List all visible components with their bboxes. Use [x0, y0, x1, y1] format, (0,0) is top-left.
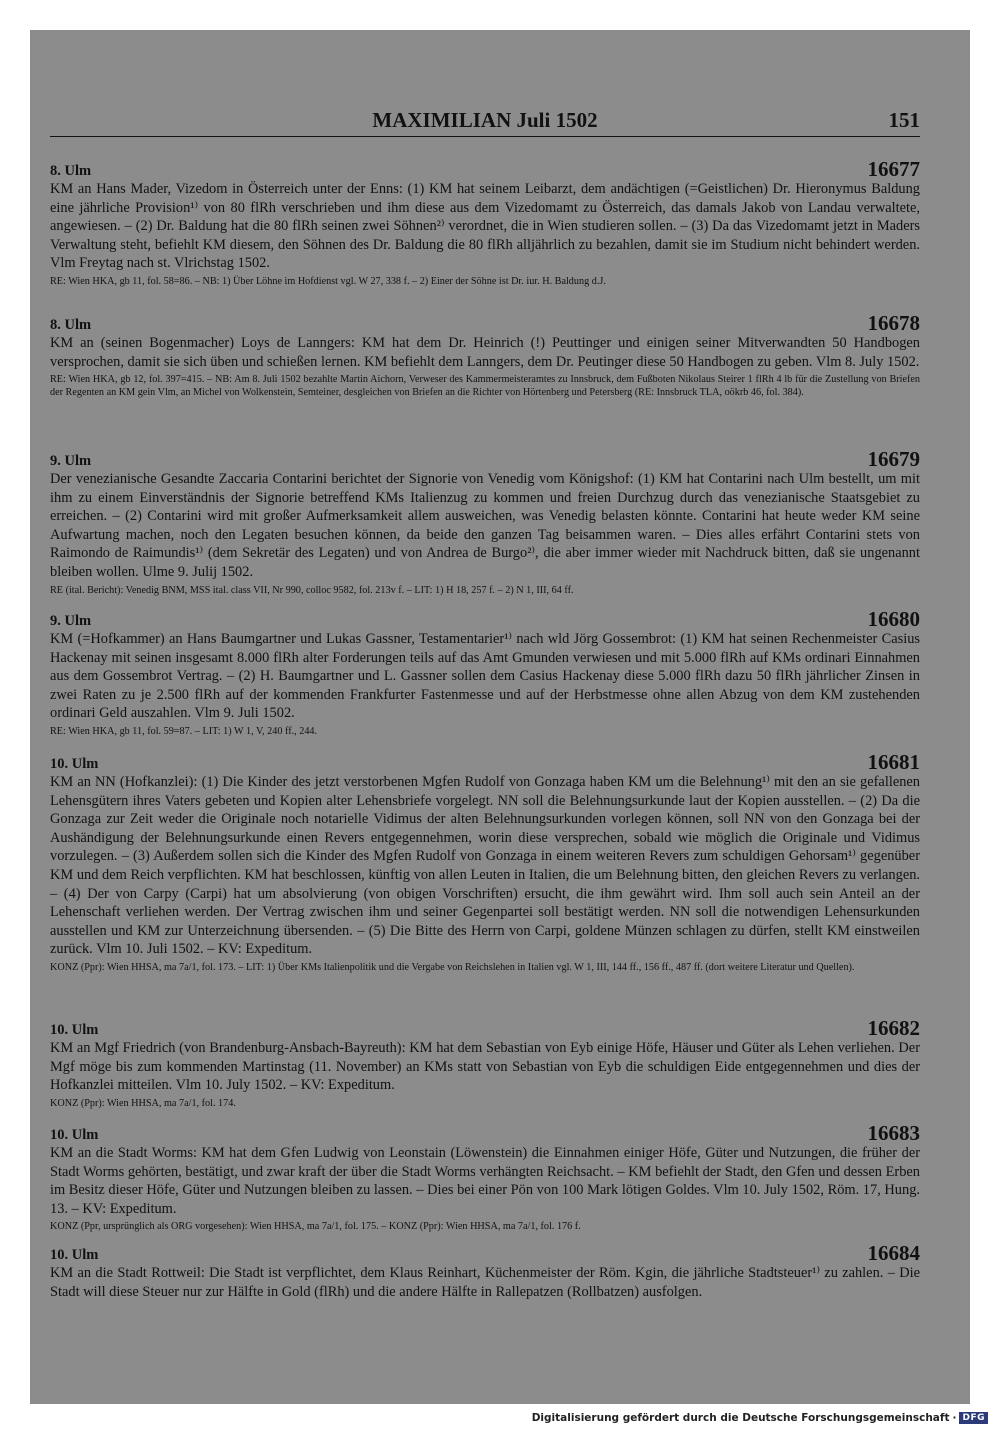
- entry-16684: [50, 1242, 920, 1301]
- digitization-credit: Digitalisierung gefördert durch die Deutsche Forschungsgemeinschaft · DFG: [532, 1412, 988, 1424]
- entry-text: KM an Mgf Friedrich (von Brandenburg-Ansbach-Bayreuth): KM hat dem Sebastian von Eyb einige Höfe, Häuser und Güter als Lehen verliehen. Der Mgf möge bis zum kommenden Martinstag (11. November) an KMs statt von Sebastian von Eyb die schuldigen Eide entgegennehmen und dies der Hofkanzlei mitteilen. Vlm 10. July 1502. – KV: Expeditum.: [50, 1040, 920, 1094]
- entry-place: 8. Ulm: [50, 163, 92, 179]
- entry-note: RE: Wien HKA, gb 11, fol. 58=86. – NB: 1) Über Löhne im Hofdienst vgl. W 27, 338 f. – 2) Einer der Söhne ist Dr. iur. H. Baldung d.J.: [50, 275, 606, 287]
- running-title: MAXIMILIAN Juli 1502: [372, 108, 598, 132]
- entry-place: 9. Ulm: [50, 453, 92, 469]
- entry-16681: [50, 751, 920, 1017]
- entry-text: Der venezianische Gesandte Zaccaria Contarini berichtet der Signorie von Venedig vom Königshof: (1) KM hat Contarini nach Ulm bestellt, um mit ihm zu einem Einverständnis der Signorie betreffend KMs Italienzug zu kommen und freien Durchzug durch das venezianische Staatsgebiet zu erreichen. – (2) Contarini wird mit großer Aufmerksamkeit allem ausweichen, was Venedig belasten könnte. Contarini hat heute weder KM seine Aufwartung machen, noch den Legaten besuchen können, da beide den ganzen Tag beisammen waren. – Dies alles erfährt Contarini stets von Raimondo de Raimundis¹⁾ (dem Sekretär des Legaten) und von Andrea de Burgo²⁾, die aber immer wieder mit Nachdruck bitten, daß sie ungenannt bleiben wollen. Ulme 9. Julij 1502.: [50, 471, 920, 580]
- dfg-logo-icon: DFG: [959, 1412, 988, 1424]
- entry-place: 10. Ulm: [50, 756, 99, 772]
- entry-number: 16684: [867, 1241, 920, 1265]
- entry-16678: [50, 312, 920, 448]
- entry-16682: [50, 1017, 920, 1122]
- entry-text: KM an (seinen Bogenmacher) Loys de Lanngers: KM hat dem Dr. Heinrich (!) Peuttinger und einigen seiner Mitverwandten 50 Handbogen versprochen, damit sie sich üben und schießen lernen. KM befiehlt dem Lanngers, dem Dr. Peutinger diese 50 Handbogen zu geben. Vlm 8. July 1502.: [50, 335, 920, 370]
- entry-text: KM an Hans Mader, Vizedom in Österreich unter der Enns: (1) KM hat seinem Leibarzt, dem andächtigen (=Geistlichen) Dr. Hieronymus Baldung eine jährliche Provision¹⁾ von 80 flRh verschrieben und ihm diese aus dem Vizedomamt zu Österreich, das damals Jakob von Landau verwaltete, angewiesen. – (2) Dr. Baldung hat die 80 flRh seinen zwei Söhnen²⁾ verordnet, die in Wien studieren sollen. – (3) Da das Vizedomamt jetzt in Maders Verwaltung steht, befiehlt KM diesem, den Söhnen des Dr. Baldung die 80 flRh alljährlich zu bezahlen, damit sie im Studium nicht behindert werden. Vlm Freytag nach st. Vlrichstag 1502.: [50, 181, 920, 272]
- entry-place: 10. Ulm: [50, 1022, 99, 1038]
- entry-note: KONZ (Ppr): Wien HHSA, ma 7a/1, fol. 174.: [50, 1097, 236, 1109]
- entry-16679: [50, 448, 920, 608]
- entry-text: KM (=Hofkammer) an Hans Baumgartner und Lukas Gassner, Testamentarier¹⁾ nach wld Jörg Gossembrot: (1) KM hat seinen Rechenmeister Casius Hackenay mit seinen insgesamt 8.000 flRh alter Forderungen teils auf das Amt Gmunden verwiesen und mit 5.000 flRh auf KMs ordinari Einnahmen aus dem Gossembrot Vertrag. – (2) H. Baumgartner und L. Gassner sollen dem Casius Hackenay diese 5.000 flRh dazu 50 flRh jährlicher Zinsen in zwei Raten zu je 2.500 flRh auf der kommenden Frankfurter Fastenmesse und auf der Herbstmesse ohne allen Abzug von dem KM zustehenden ordinari Geld auszahlen. Vlm 9. Juli 1502.: [50, 631, 920, 722]
- entry-place: 10. Ulm: [50, 1127, 99, 1143]
- entry-number: 16677: [867, 157, 920, 181]
- entry-number: 16681: [867, 750, 920, 774]
- entry-text: KM an die Stadt Rottweil: Die Stadt ist verpflichtet, dem Klaus Reinhart, Küchenmeister der Röm. Kgin, die jährliche Stadtsteuer¹⁾ zu zahlen. – Die Stadt will diese Steuer nur zur Hälfte in Gold (flRh) und die andere Hälfte in Rallepatzen (Rollbatzen) ausfolgen.: [50, 1265, 920, 1300]
- entry-number: 16680: [867, 607, 920, 631]
- entry-note: KONZ (Ppr): Wien HHSA, ma 7a/1, fol. 173. – LIT: 1) Über KMs Italienpolitik und die Vergabe von Reichslehen in Italien vgl. W 1, III, 144 ff., 156 ff., 487 ff. (dort weitere Literatur und Quellen).: [50, 961, 855, 973]
- entry-16677: [50, 158, 920, 312]
- entry-text: KM an NN (Hofkanzlei): (1) Die Kinder des jetzt verstorbenen Mgfen Rudolf von Gonzaga haben KM um die Belehnung¹⁾ mit den an sie gefallenen Lehensgütern ihres Vaters gebeten und Kopien alter Lehensbriefe vorgelegt. NN soll die Belehnungsurkunde laut der Kopien ausstellen. – (2) Da die Gonzaga zur Zeit weder die Originale noch notarielle Vidimus der alten Belehnungsurkunden vorlegen können, soll NN von den Gonzaga bei der Aushändigung der Belehnungsurkunde einen Revers entgegennehmen, worin diese versprechen, sobald wie möglich die Originale und Vidimus vorzulegen. – (3) Außerdem sollen sich die Kinder des Mgfen Rudolf von Gonzaga in einem weiteren Revers zum schuldigen Gehorsam¹⁾ gegenüber KM und dem Reich verpflichten. KM hat beschlossen, künftig von allen Leuten in Italien, die um Belehnung bitten, den gleichen Revers zu verlangen. – (4) Der von Carpy (Carpi) hat um absolvierung (von obigen Vorschriften) ersucht, die ihm gewährt wird. Ihm soll auch sein Anteil an der Lehenschaft verliehen werden. Der Vertrag zwischen ihm und seiner Gegenpartei soll bestätigt werden. NN soll die notwendigen Lehensurkunden ausstellen und KM zur Unterzeichnung übersenden. – (5) Die Bitte des Herrn von Carpi, goldene Münzen schlagen zu dürfen, stellt KM einstweilen zurück. Vlm 10. Juli 1502. – KV: Expeditum.: [50, 774, 920, 958]
- entry-number: 16682: [867, 1016, 920, 1040]
- entry-note: RE (ital. Bericht): Venedig BNM, MSS ital. class VII, Nr 990, colloc 9582, fol. 213v f. – LIT: 1) H 18, 257 f. – 2) N 1, III, 64 ff.: [50, 584, 574, 596]
- entry-16680: [50, 608, 920, 751]
- entry-place: 8. Ulm: [50, 317, 92, 333]
- page-number: 151: [888, 108, 920, 132]
- page-header: [50, 106, 920, 137]
- entries-list: [50, 158, 920, 1301]
- entry-16683: [50, 1122, 920, 1242]
- entry-number: 16683: [867, 1121, 920, 1145]
- entry-number: 16678: [867, 311, 920, 335]
- entry-text: KM an die Stadt Worms: KM hat dem Gfen Ludwig von Leonstain (Löwenstein) die Einnahmen einiger Höfe, Güter und Nutzungen, die früher der Stadt Worms gehörten, bestätigt, und zwar kraft der über die Stadt Worms verhängten Reichsacht. – KM befiehlt der Stadt, den Gfen und dessen Erben im Besitz dieser Höfe, Güter und Nutzungen bleiben zu lassen. – Dies bei einer Pön von 100 Mark lötigen Goldes. Vlm 10. July 1502, Röm. 17, Hung. 13. – KV: Expeditum.: [50, 1145, 920, 1217]
- entry-note: RE: Wien HKA, gb 12, fol. 397=415. – NB: Am 8. Juli 1502 bezahlte Martin Aichorn, Verweser des Kammermeisteramtes zu Innsbruck, dem Fußboten Nikolaus Steirer 1 flRh 4 lb für die Zustellung von Briefen der Regenten an KM gein Vlm, an Michel von Wolkenstein, Semteiner, desgleichen von Briefen an die Richter von Hörtenberg und Petersberg (RE: Innsbruck TLA, oökrb 46, fol. 384).: [50, 374, 920, 399]
- credit-text: Digitalisierung gefördert durch die Deutsche Forschungsgemeinschaft: [531, 1412, 950, 1424]
- entry-place: 9. Ulm: [50, 613, 92, 629]
- entry-number: 16679: [867, 447, 920, 471]
- entry-place: 10. Ulm: [50, 1247, 99, 1263]
- entry-note: RE: Wien HKA, gb 11, fol. 59=87. – LIT: 1) W 1, V, 240 ff., 244.: [50, 725, 318, 737]
- entry-note: KONZ (Ppr, ursprünglich als ORG vorgesehen): Wien HHSA, ma 7a/1, fol. 175. – KONZ (Ppr): Wien HHSA, ma 7a/1, fol. 176 f.: [50, 1221, 581, 1233]
